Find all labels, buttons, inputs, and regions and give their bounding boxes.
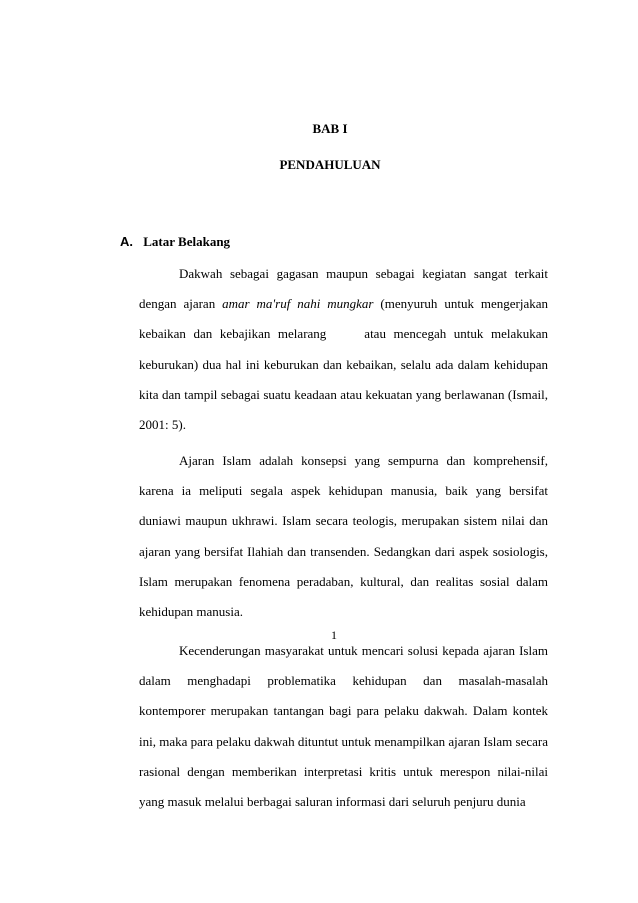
section-letter: A. (120, 234, 133, 249)
section-heading (120, 234, 230, 250)
chapter-title: PENDAHULUAN (279, 157, 381, 172)
paragraph-1-text-c: atau mencegah untuk melakukan keburukan) dua hal ini keburukan dan kebaikan, selalu ada dalam kehidupan kita dan tampil sebagai suatu keadaan atau kekuatan yang berlawanan (Ismail, 2001: 5). (139, 326, 548, 433)
paragraph-1-text-b: (menyuruh untuk mengerjakan kebaikan dan kebajikan melarang (139, 296, 548, 342)
paragraph-3: Kecenderungan masyarakat untuk mencari solusi kepada ajaran Islam dalam menghadapi problematika kehidupan dan masalah-masalah kontemporer merupakan tantangan bagi para pelaku dakwah. Dalam kontek ini, maka para pelaku dakwah dituntut untuk menampilkan ajaran Islam secara rasional dengan memberikan interpretasi kritis untuk merespon nilai-nilai yang masuk melalui berbagai saluran informasi dari seluruh penjuru dunia (139, 643, 548, 810)
paragraph-2: Ajaran Islam adalah konsepsi yang sempurna dan komprehensif, karena ia meliputi segala aspek kehidupan manusia, baik yang bersifat duniawi maupun ukhrawi. Islam secara teologis, merupakan sistem nilai dan ajaran yang bersifat Ilahiah dan transenden. Sedangkan dari aspek sosiologis, Islam merupakan fenomena peradaban, kultural, dan realitas sosial dalam kehidupan manusia. (139, 453, 548, 620)
paragraph-1-italic-term: amar ma'ruf nahi mungkar (222, 296, 374, 312)
chapter-heading: BAB I (312, 121, 348, 136)
paragraph-1-text-a: Dakwah sebagai gagasan maupun sebagai kegiatan sangat terkait dengan ajaran (139, 266, 548, 312)
paragraph-1 (139, 259, 548, 440)
page-number: 1 (331, 628, 337, 642)
section-title: Latar Belakang (143, 234, 231, 249)
